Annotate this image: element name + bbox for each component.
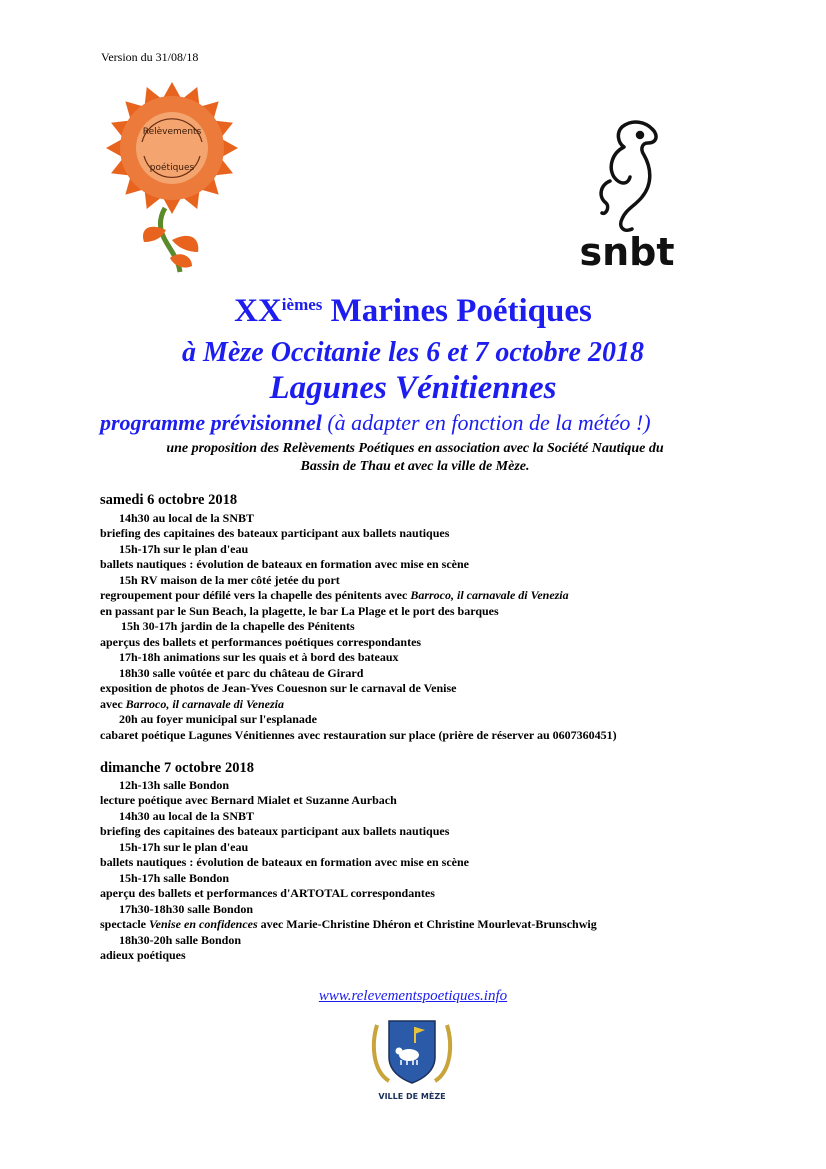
- schedule-time: 14h30 au local de la SNBT: [119, 809, 255, 823]
- version-date: Version du 31/08/18: [101, 50, 199, 64]
- schedule-description: ballets nautiques : évolution de bateaux en formation avec mise en scène: [100, 855, 469, 869]
- schedule-description: aperçu des ballets et performances d'ARTOTAL correspondantes: [100, 886, 435, 900]
- schedule-time: 20h au foyer municipal sur l'esplanade: [119, 712, 317, 726]
- schedule-time: 15h-17h sur le plan d'eau: [119, 840, 249, 854]
- schedule-description: avec Barroco, il carnavale di Venezia: [100, 697, 284, 711]
- schedule-description: cabaret poétique Lagunes Vénitiennes avec restauration sur place (prière de réserver au 0607360451): [100, 728, 617, 742]
- schedule-time: 15h 30-17h jardin de la chapelle des Pénitents: [121, 619, 355, 633]
- schedule-time: 15h-17h salle Bondon: [119, 871, 230, 885]
- schedule-time: 12h-13h salle Bondon: [119, 778, 230, 792]
- schedule-time: 18h30 salle voûtée et parc du château de Girard: [119, 666, 364, 680]
- crest-label: VILLE DE MÈZE: [378, 1092, 446, 1101]
- schedule-description: briefing des capitaines des bateaux participant aux ballets nautiques: [100, 526, 450, 540]
- logo-text-bottom: poétiques: [149, 163, 195, 173]
- event-location-dates: à Mèze Occitanie les 6 et 7 octobre 2018: [182, 337, 644, 368]
- schedule-description: lecture poétique avec Bernard Mialet et Suzanne Aurbach: [100, 793, 397, 807]
- program-heading: programme prévisionnel (à adapter en fonction de la météo !): [100, 410, 651, 435]
- logo-text-top: Relèvements: [142, 127, 202, 137]
- schedule-time: 18h30-20h salle Bondon: [119, 933, 242, 947]
- petals: [106, 82, 238, 214]
- schedule-description: aperçus des ballets et performances poétiques correspondantes: [100, 635, 422, 649]
- saturday-heading: samedi 6 octobre 2018: [100, 492, 238, 508]
- website-link[interactable]: www.relevementspoetiques.info: [318, 988, 508, 1004]
- sunday-heading: dimanche 7 octobre 2018: [100, 760, 254, 776]
- schedule-time: 14h30 au local de la SNBT: [119, 511, 255, 525]
- proposal-text: une proposition des Relèvements Poétiques en association avec la Société Nautique du Bassin de Thau et avec la ville de Mèze.: [166, 441, 664, 474]
- event-title: $XX^{ièmes}$ Marines Poétiques: [234, 293, 592, 329]
- schedule-time: 17h30-18h30 salle Bondon: [119, 902, 254, 916]
- schedule-description: en passant par le Sun Beach, la plagette, le bar La Plage et le port des barques: [100, 604, 499, 618]
- event-theme: Lagunes Vénitiennes: [269, 370, 557, 406]
- schedule-description: spectacle Venise en confidences avec Marie-Christine Dhéron et Christine Mourlevat-Brunschwig: [100, 917, 597, 931]
- schedule-description: exposition de photos de Jean-Yves Couesnon sur le carnaval de Venise: [100, 681, 457, 695]
- seahorse-logo: [560, 115, 695, 275]
- schedule-time: 15h RV maison de la mer côté jetée du port: [119, 573, 340, 587]
- sunflower-logo: [100, 80, 250, 275]
- schedule-description: ballets nautiques : évolution de bateaux en formation avec mise en scène: [100, 557, 469, 571]
- schedule-description: regroupement pour défilé vers la chapelle des pénitents avec Barroco, il carnavale di Venezia: [100, 588, 569, 602]
- schedule-time: 17h-18h animations sur les quais et à bord des bateaux: [119, 650, 399, 664]
- snbt-logo-text: snbt: [579, 230, 675, 274]
- schedule-description: briefing des capitaines des bateaux participant aux ballets nautiques: [100, 824, 450, 838]
- schedule-description: adieux poétiques: [100, 948, 186, 962]
- schedule-time: 15h-17h sur le plan d'eau: [119, 542, 249, 556]
- coat-of-arms-icon: [369, 1015, 455, 1103]
